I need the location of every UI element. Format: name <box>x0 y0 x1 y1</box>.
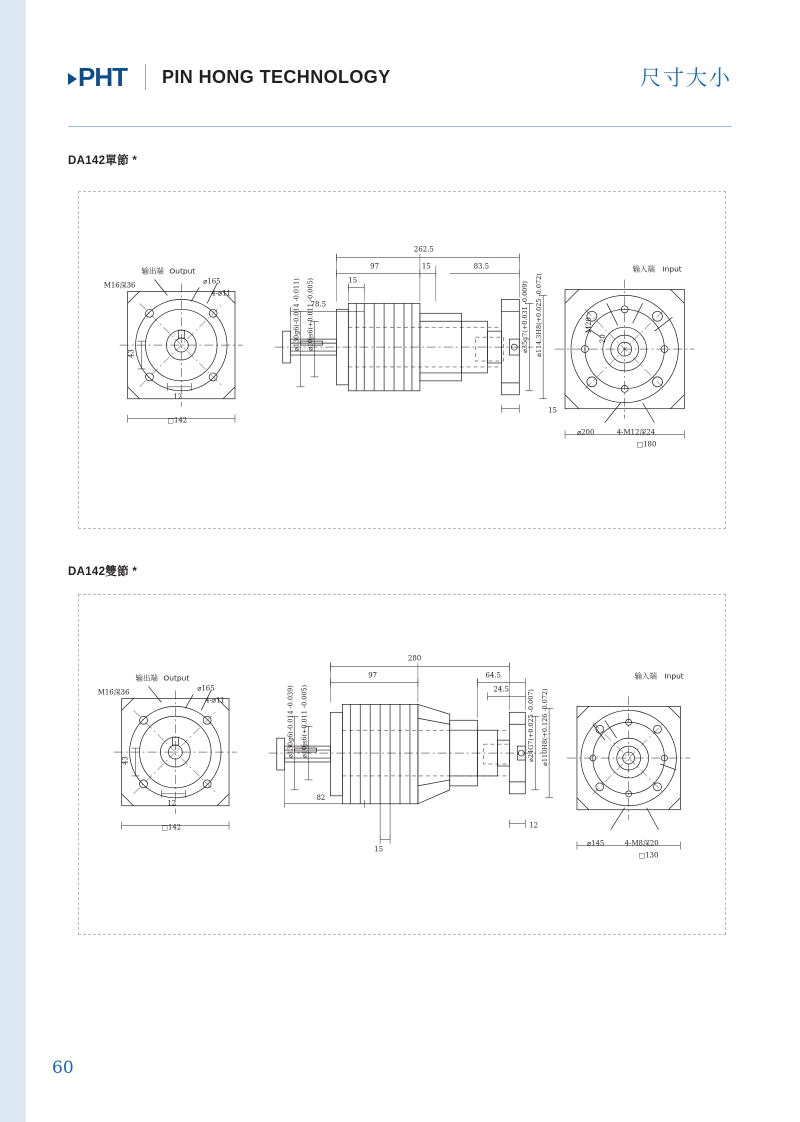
label-input-en: Input <box>662 264 682 274</box>
label-output-en-double: Output <box>163 673 190 683</box>
dim-15a-single: 15 <box>421 262 431 271</box>
technical-drawing-single <box>79 192 725 528</box>
dim-flange-114-single: ⌀114.3H8(+0.025 -0.072) <box>535 273 544 358</box>
dim-43-single: 43 <box>127 349 136 359</box>
dim-total-280: 280 <box>407 654 422 663</box>
page-edge-bar <box>0 0 26 1122</box>
dim-holes-11-single: 4-⌀11 <box>211 289 231 298</box>
dim-total-262-5: 262.5 <box>413 245 434 254</box>
dim-bolt-circle-165-double: ⌀165 <box>197 684 215 693</box>
dim-shaft-130-single: ⌀130g6(-0.014 -0.011) <box>292 278 301 352</box>
dim-97-double: 97 <box>368 671 378 680</box>
dim-holes-m12-single: 4-M12深24 <box>616 428 656 437</box>
page-title: 尺寸大小 <box>640 66 732 90</box>
dim-m20-single: M20 <box>584 317 593 334</box>
logo-text: PHT <box>78 61 127 92</box>
dim-pilot-24-double: ⌀24G7(+0.025 -0.007) <box>527 689 536 763</box>
page-number: 60 <box>52 1058 74 1078</box>
label-output-en: Output <box>169 266 196 276</box>
logo-triangle-icon <box>68 73 77 85</box>
drawing-frame-double <box>78 594 726 935</box>
header-divider <box>68 126 732 127</box>
dim-43-double: 43 <box>121 756 130 765</box>
section-title-double: DA142雙節 * <box>68 566 138 578</box>
dim-holes-11-double: 4-⌀11 <box>205 696 225 705</box>
dim-64-5-double: 64.5 <box>485 671 501 680</box>
dim-78-5-single: 78.5 <box>310 300 326 309</box>
section-title-single: DA142單節 * <box>68 155 138 167</box>
dim-bolt-circle-145-double: ⌀145 <box>586 839 605 848</box>
dim-12-single: 12 <box>173 392 183 401</box>
dim-97-single: 97 <box>370 262 380 271</box>
dim-m16-double: M16深36 <box>97 688 130 697</box>
dim-square-180-single: □180 <box>636 440 657 449</box>
label-output-cn-double: 输出端 <box>135 673 158 683</box>
label-input-cn: 输入端 <box>632 264 655 274</box>
dim-shaft-130-double: ⌀130g6(-0.014 -0.039) <box>286 685 295 759</box>
dim-depth-20-single: 20 <box>598 334 607 344</box>
dim-82-double: 82 <box>316 793 326 802</box>
logo-divider <box>145 64 146 90</box>
brand-name: PIN HONG TECHNOLOGY <box>162 66 391 87</box>
dim-square-142-single: □142 <box>167 416 188 425</box>
dim-12b-double: 12 <box>529 821 539 830</box>
dim-15-double: 15 <box>374 845 383 854</box>
dim-holes-m8-double: 4-M8深20 <box>624 839 659 848</box>
label-input-en-double: Input <box>664 671 684 681</box>
dim-15c-single: 15 <box>548 406 557 415</box>
dim-square-130-double: □130 <box>638 851 659 860</box>
dim-square-142-double: □142 <box>161 823 182 832</box>
dim-bolt-circle-165-single: ⌀165 <box>203 277 221 286</box>
dim-flange-110-double: ⌀110H8(+0.126 -0.072) <box>541 688 550 766</box>
pht-logo <box>68 62 131 93</box>
dim-bolt-circle-200-single: ⌀200 <box>576 428 595 437</box>
dim-24-5-double: 24.5 <box>493 685 509 694</box>
technical-drawing-double <box>79 595 725 934</box>
dim-shaft-10-double: ⌀10js6(+0.011 -0.005) <box>300 684 309 759</box>
label-output-cn: 输出端 <box>141 266 164 276</box>
page-header <box>68 52 732 102</box>
dim-m16-single: M16深36 <box>103 281 136 290</box>
label-input-cn-double: 输入端 <box>634 671 657 681</box>
dim-pilot-35-single: ⌀35g7(+0.031 -0.009) <box>521 281 530 354</box>
drawing-frame-single <box>78 191 726 529</box>
dim-83-5-single: 83.5 <box>473 262 490 271</box>
dim-shaft-10-single: ⌀10js6(+0.011 -0.005) <box>306 277 315 352</box>
dim-15b-single: 15 <box>348 276 358 285</box>
dim-12-double: 12 <box>167 799 177 808</box>
